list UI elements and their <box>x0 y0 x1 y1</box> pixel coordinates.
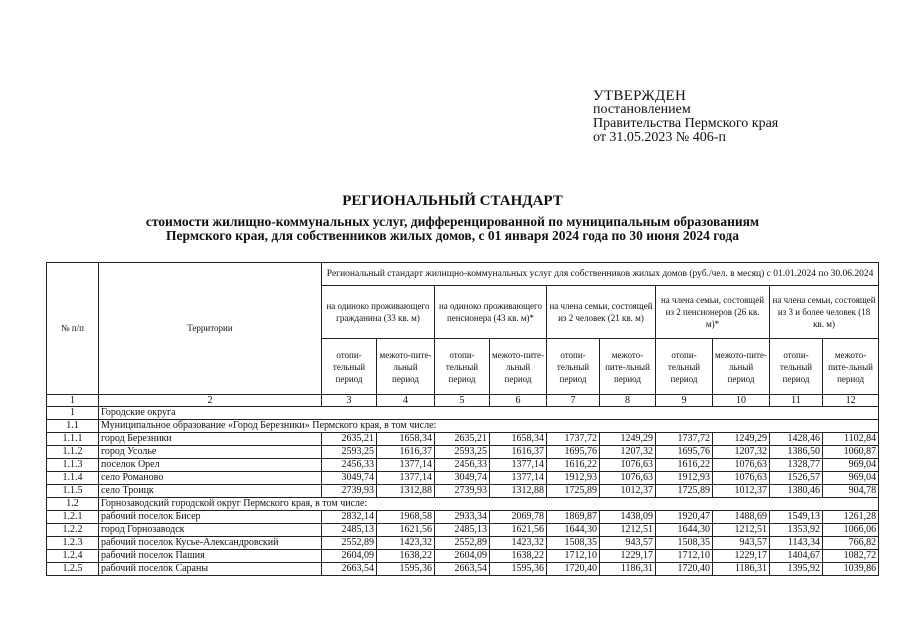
row-value: 1968,58 <box>377 511 435 524</box>
row-value: 1102,84 <box>823 433 879 446</box>
row-value: 1328,77 <box>770 459 823 472</box>
row-value: 1508,35 <box>656 537 713 550</box>
row-value: 1186,31 <box>600 563 656 576</box>
header-between-period: межото-пите-льный период <box>490 339 547 395</box>
column-number: 10 <box>713 395 770 407</box>
row-territory: город Горнозаводск <box>99 524 322 537</box>
row-value: 1695,76 <box>547 446 600 459</box>
row-territory: поселок Орел <box>99 459 322 472</box>
row-value: 2485,13 <box>322 524 377 537</box>
row-value: 1720,40 <box>656 563 713 576</box>
row-value: 1060,87 <box>823 446 879 459</box>
column-number: 2 <box>99 395 322 407</box>
row-territory: рабочий поселок Бисер <box>99 511 322 524</box>
row-territory: рабочий поселок Сараны <box>99 563 322 576</box>
row-code: 1.1.2 <box>47 446 99 459</box>
row-code: 1.2.1 <box>47 511 99 524</box>
row-code: 1.1.1 <box>47 433 99 446</box>
approval-line-3: от 31.05.2023 № 406-п <box>593 130 726 145</box>
row-value: 2456,33 <box>435 459 490 472</box>
row-value: 1428,46 <box>770 433 823 446</box>
header-between-period: межото-пите-льный период <box>713 339 770 395</box>
row-value: 1377,14 <box>377 472 435 485</box>
row-value: 943,57 <box>713 537 770 550</box>
document-title: РЕГИОНАЛЬНЫЙ СТАНДАРТ <box>342 193 563 209</box>
row-value: 3049,74 <box>322 472 377 485</box>
row-value: 1621,56 <box>377 524 435 537</box>
row-territory: рабочий поселок Кусье-Александровский <box>99 537 322 550</box>
row-value: 1143,34 <box>770 537 823 550</box>
row-code: 1.2.3 <box>47 537 99 550</box>
row-value: 1312,88 <box>490 485 547 498</box>
row-value: 1076,63 <box>713 459 770 472</box>
row-territory: село Троицк <box>99 485 322 498</box>
row-code: 1 <box>47 407 99 420</box>
column-number: 7 <box>547 395 600 407</box>
table-row <box>47 485 879 498</box>
row-value: 1249,29 <box>600 433 656 446</box>
row-value: 1377,14 <box>490 459 547 472</box>
row-value: 1616,22 <box>656 459 713 472</box>
row-value: 1712,10 <box>656 550 713 563</box>
row-value: 2456,33 <box>322 459 377 472</box>
row-value: 1212,51 <box>713 524 770 537</box>
table-row <box>47 537 879 550</box>
row-value: 1377,14 <box>377 459 435 472</box>
row-territory: село Романово <box>99 472 322 485</box>
row-value: 1912,93 <box>656 472 713 485</box>
table-body <box>47 407 879 576</box>
header-group-5: на члена семьи, состоящей из 3 и более человек (18 кв. м) <box>770 286 879 339</box>
row-territory: город Березники <box>99 433 322 446</box>
row-value: 3049,74 <box>435 472 490 485</box>
row-value: 1404,67 <box>770 550 823 563</box>
column-number: 1 <box>47 395 99 407</box>
document-subtitle-line-2: Пермского края, для собственников жилых домов, с 01 января 2024 года по 30 июня 2024 года <box>166 228 739 243</box>
row-value: 2552,89 <box>435 537 490 550</box>
header-num: № п/п <box>47 263 99 395</box>
row-value: 1039,86 <box>823 563 879 576</box>
column-number: 4 <box>377 395 435 407</box>
approval-title: УТВЕРЖДЕН <box>593 88 687 104</box>
row-value: 1249,29 <box>713 433 770 446</box>
row-code: 1.1.4 <box>47 472 99 485</box>
table-row <box>47 433 879 446</box>
row-code: 1.2.2 <box>47 524 99 537</box>
column-number: 6 <box>490 395 547 407</box>
row-value: 1423,32 <box>377 537 435 550</box>
row-value: 2552,89 <box>322 537 377 550</box>
column-number: 8 <box>600 395 656 407</box>
section-row <box>47 420 879 433</box>
row-value: 2593,25 <box>435 446 490 459</box>
row-code: 1.2 <box>47 498 99 511</box>
row-value: 1720,40 <box>547 563 600 576</box>
row-value: 2069,78 <box>490 511 547 524</box>
row-territory: Городские округа <box>99 407 879 420</box>
header-group-2: на одиноко проживающего пенсионера (43 кв. м)* <box>435 286 547 339</box>
approval-stamp <box>593 89 778 145</box>
row-value: 1261,28 <box>823 511 879 524</box>
standard-table <box>46 262 879 576</box>
row-value: 2485,13 <box>435 524 490 537</box>
row-value: 943,57 <box>600 537 656 550</box>
section-row <box>47 498 879 511</box>
row-value: 969,04 <box>823 459 879 472</box>
row-value: 1621,56 <box>490 524 547 537</box>
row-value: 1658,34 <box>490 433 547 446</box>
row-value: 1438,09 <box>600 511 656 524</box>
row-value: 1644,30 <box>547 524 600 537</box>
row-value: 2663,54 <box>435 563 490 576</box>
table-row <box>47 563 879 576</box>
row-value: 1869,87 <box>547 511 600 524</box>
row-code: 1.1 <box>47 420 99 433</box>
table-row <box>47 511 879 524</box>
row-value: 1616,37 <box>377 446 435 459</box>
row-territory: рабочий поселок Пашия <box>99 550 322 563</box>
row-value: 1488,69 <box>713 511 770 524</box>
approval-line-1: постановлением <box>593 102 691 117</box>
column-number: 3 <box>322 395 377 407</box>
header-between-period: межото-пите-льный период <box>823 339 879 395</box>
row-value: 1526,57 <box>770 472 823 485</box>
table-row <box>47 446 879 459</box>
row-value: 1082,72 <box>823 550 879 563</box>
table-row <box>47 472 879 485</box>
row-value: 1595,36 <box>377 563 435 576</box>
row-value: 904,78 <box>823 485 879 498</box>
header-group-1: на одиноко проживающего гражданина (33 кв. м) <box>322 286 435 339</box>
header-between-period: межото-пите-льный период <box>600 339 656 395</box>
row-value: 1549,13 <box>770 511 823 524</box>
row-value: 1920,47 <box>656 511 713 524</box>
row-value: 1380,46 <box>770 485 823 498</box>
row-value: 1212,51 <box>600 524 656 537</box>
row-value: 2635,21 <box>322 433 377 446</box>
header-heating-period: отопи-тельный период <box>547 339 600 395</box>
row-value: 1066,06 <box>823 524 879 537</box>
row-code: 1.1.3 <box>47 459 99 472</box>
row-value: 1616,22 <box>547 459 600 472</box>
row-value: 2739,93 <box>322 485 377 498</box>
row-territory: Горнозаводский городской округ Пермского края, в том числе: <box>99 498 879 511</box>
header-territory: Территории <box>99 263 322 395</box>
row-value: 2832,14 <box>322 511 377 524</box>
row-value: 1912,93 <box>547 472 600 485</box>
row-value: 1508,35 <box>547 537 600 550</box>
row-value: 1186,31 <box>713 563 770 576</box>
row-value: 1737,72 <box>656 433 713 446</box>
header-heating-period: отопи-тельный период <box>435 339 490 395</box>
row-value: 2663,54 <box>322 563 377 576</box>
row-value: 1595,36 <box>490 563 547 576</box>
column-number: 12 <box>823 395 879 407</box>
row-value: 1312,88 <box>377 485 435 498</box>
row-value: 2933,34 <box>435 511 490 524</box>
row-territory: Муниципальное образование «Город Березники» Пермского края, в том числе: <box>99 420 879 433</box>
row-value: 1386,50 <box>770 446 823 459</box>
row-value: 1725,89 <box>656 485 713 498</box>
row-value: 1423,32 <box>490 537 547 550</box>
row-value: 766,82 <box>823 537 879 550</box>
header-group-3: на члена семьи, состоящей из 2 человек (21 кв. м) <box>547 286 656 339</box>
row-code: 1.2.5 <box>47 563 99 576</box>
row-value: 1644,30 <box>656 524 713 537</box>
row-value: 2593,25 <box>322 446 377 459</box>
row-value: 1695,76 <box>656 446 713 459</box>
approval-line-2: Правительства Пермского края <box>593 116 779 131</box>
column-number: 11 <box>770 395 823 407</box>
row-value: 1012,37 <box>713 485 770 498</box>
header-between-period: межото-пите-льный период <box>377 339 435 395</box>
table-row <box>47 524 879 537</box>
row-code: 1.2.4 <box>47 550 99 563</box>
row-value: 1377,14 <box>490 472 547 485</box>
row-value: 1207,32 <box>713 446 770 459</box>
document-subtitle <box>0 215 905 243</box>
row-value: 1076,63 <box>600 472 656 485</box>
row-value: 1658,34 <box>377 433 435 446</box>
row-value: 2604,09 <box>435 550 490 563</box>
column-numbers-row <box>47 395 879 407</box>
document-subtitle-line-1: стоимости жилищно-коммунальных услуг, дифференцированной по муниципальным образованиям <box>145 214 760 229</box>
header-heating-period: отопи-тельный период <box>322 339 377 395</box>
row-value: 1229,17 <box>600 550 656 563</box>
row-value: 2635,21 <box>435 433 490 446</box>
row-value: 1076,63 <box>713 472 770 485</box>
row-value: 1712,10 <box>547 550 600 563</box>
table-row <box>47 459 879 472</box>
row-territory: город Усолье <box>99 446 322 459</box>
row-value: 1229,17 <box>713 550 770 563</box>
header-main: Региональный стандарт жилищно-коммунальных услуг для собственников жилых домов (руб./чел. в месяц) с 01.01.2024 по 30.06.2024 <box>322 263 879 286</box>
row-value: 1638,22 <box>490 550 547 563</box>
section-row <box>47 407 879 420</box>
column-number: 5 <box>435 395 490 407</box>
row-value: 1076,63 <box>600 459 656 472</box>
row-value: 1012,37 <box>600 485 656 498</box>
row-value: 969,04 <box>823 472 879 485</box>
row-value: 1638,22 <box>377 550 435 563</box>
header-heating-period: отопи-тельный период <box>770 339 823 395</box>
table-row <box>47 550 879 563</box>
row-value: 2739,93 <box>435 485 490 498</box>
header-group-4: на члена семьи, состоящей из 2 пенсионеров (26 кв. м)* <box>656 286 770 339</box>
row-value: 1207,32 <box>600 446 656 459</box>
row-code: 1.1.5 <box>47 485 99 498</box>
row-value: 1395,92 <box>770 563 823 576</box>
row-value: 1353,92 <box>770 524 823 537</box>
row-value: 1725,89 <box>547 485 600 498</box>
column-number: 9 <box>656 395 713 407</box>
row-value: 2604,09 <box>322 550 377 563</box>
row-value: 1737,72 <box>547 433 600 446</box>
header-heating-period: отопи-тельный период <box>656 339 713 395</box>
row-value: 1616,37 <box>490 446 547 459</box>
